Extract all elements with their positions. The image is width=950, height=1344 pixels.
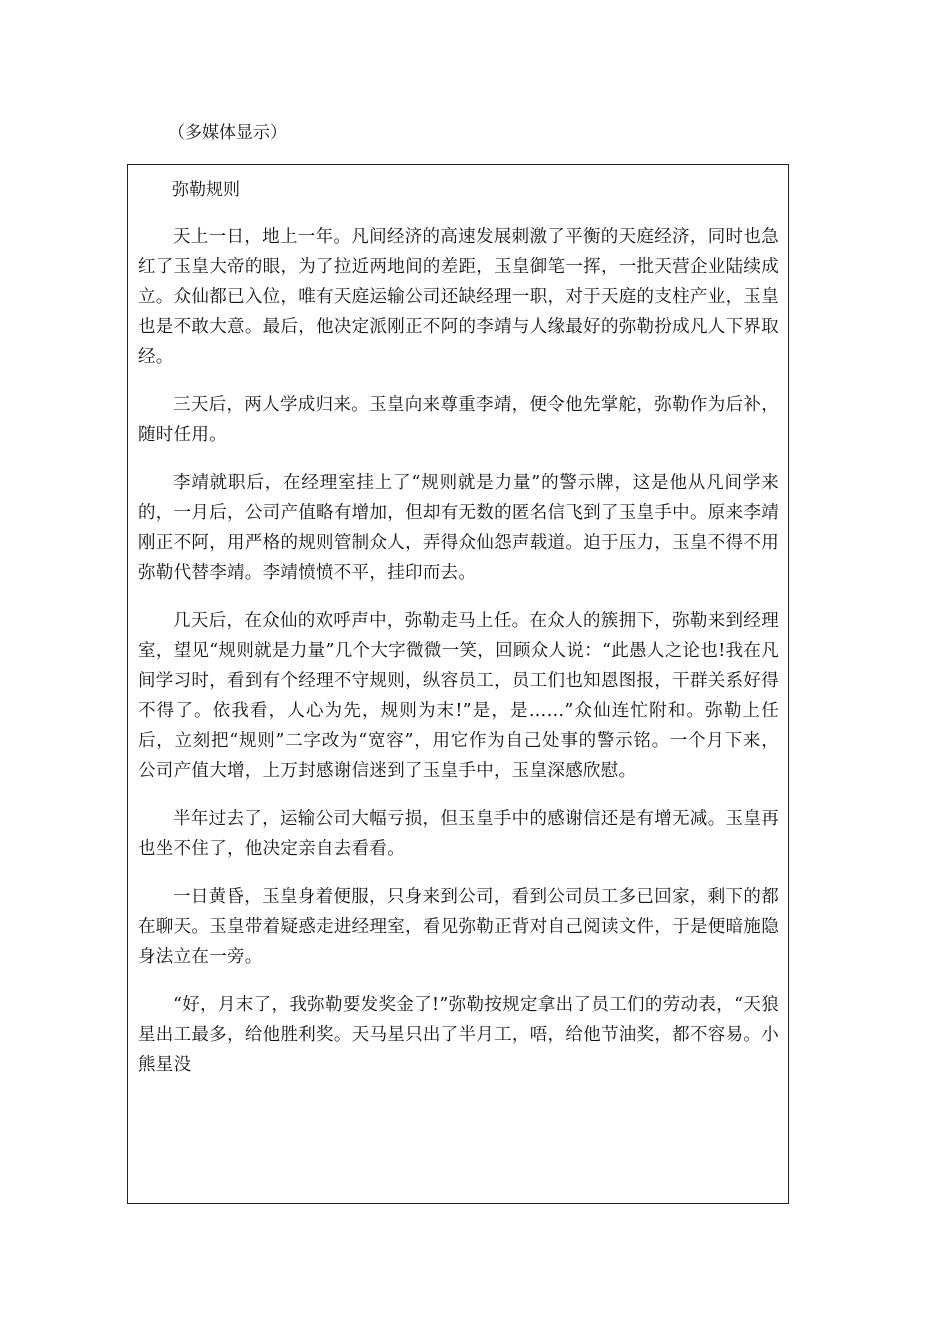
story-paragraph-3: 李靖就职后，在经理室挂上了“规则就是力量”的警示牌，这是他从凡间学来的，一月后，公司产值略有增加，但却有无数的匿名信飞到了玉皇手中。原来李靖刚正不阿，用严格的规则管制众人，弄得众仙怨声载道。迫于压力，玉皇不得不用弥勒代替李靖。李靖愤愤不平，挂印而去。 bbox=[138, 473, 779, 583]
story-paragraph-4: 几天后，在众仙的欢呼声中，弥勒走马上任。在众人的簇拥下，弥勒来到经理室，望见“规则就是力量”几个大字微微一笑，回顾众人说：“此愚人之论也!我在凡间学习时，看到有个经理不守规则，纵容员工，员工们也知恩图报，干群关系好得不得了。依我看，人心为先，规则为末!”是，是……”众仙连忙附和。弥勒上任后，立刻把“规则”二字改为“宽容”，用它作为自己处事的警示铭。一个月下来，公司产值大增，上万封感谢信迷到了玉皇手中，玉皇深感欣慰。 bbox=[138, 611, 779, 781]
story-paragraph-5: 半年过去了，运输公司大幅亏损，但玉皇手中的感谢信还是有增无减。玉皇再也坐不住了，他决定亲自去看看。 bbox=[138, 809, 779, 859]
story-title: 弥勒规则 bbox=[172, 180, 240, 200]
story-box bbox=[127, 164, 789, 1204]
story-paragraph-2: 三天后，两人学成归来。玉皇向来尊重李靖，便令他先掌舵，弥勒作为后补，随时任用。 bbox=[138, 395, 779, 445]
story-paragraph-6: 一日黄昏，玉皇身着便服，只身来到公司，看到公司员工多已回家，剩下的都在聊天。玉皇带着疑惑走进经理室，看见弥勒正背对自己阅读文件，于是便暗施隐身法立在一旁。 bbox=[138, 887, 779, 967]
story-paragraph-7: “好，月末了，我弥勒要发奖金了!”弥勒按规定拿出了员工们的劳动表，“天狼星出工最多，给他胜利奖。天马星只出了半月工，唔，给他节油奖，都不容易。小熊星没 bbox=[138, 995, 779, 1075]
multimedia-caption: （多媒体显示） bbox=[168, 123, 287, 143]
story-content bbox=[138, 177, 779, 1098]
story-paragraph-1: 天上一日，地上一年。凡间经济的高速发展刺激了平衡的天庭经济，同时也急红了玉皇大帝的眼，为了拉近两地间的差距，玉皇御笔一挥，一批天营企业陆续成立。众仙都已入位，唯有天庭运输公司还缺经理一职，对于天庭的支柱产业，玉皇也是不敢大意。最后，他决定派刚正不阿的李靖与人缘最好的弥勒扮成凡人下界取经。 bbox=[138, 227, 779, 367]
